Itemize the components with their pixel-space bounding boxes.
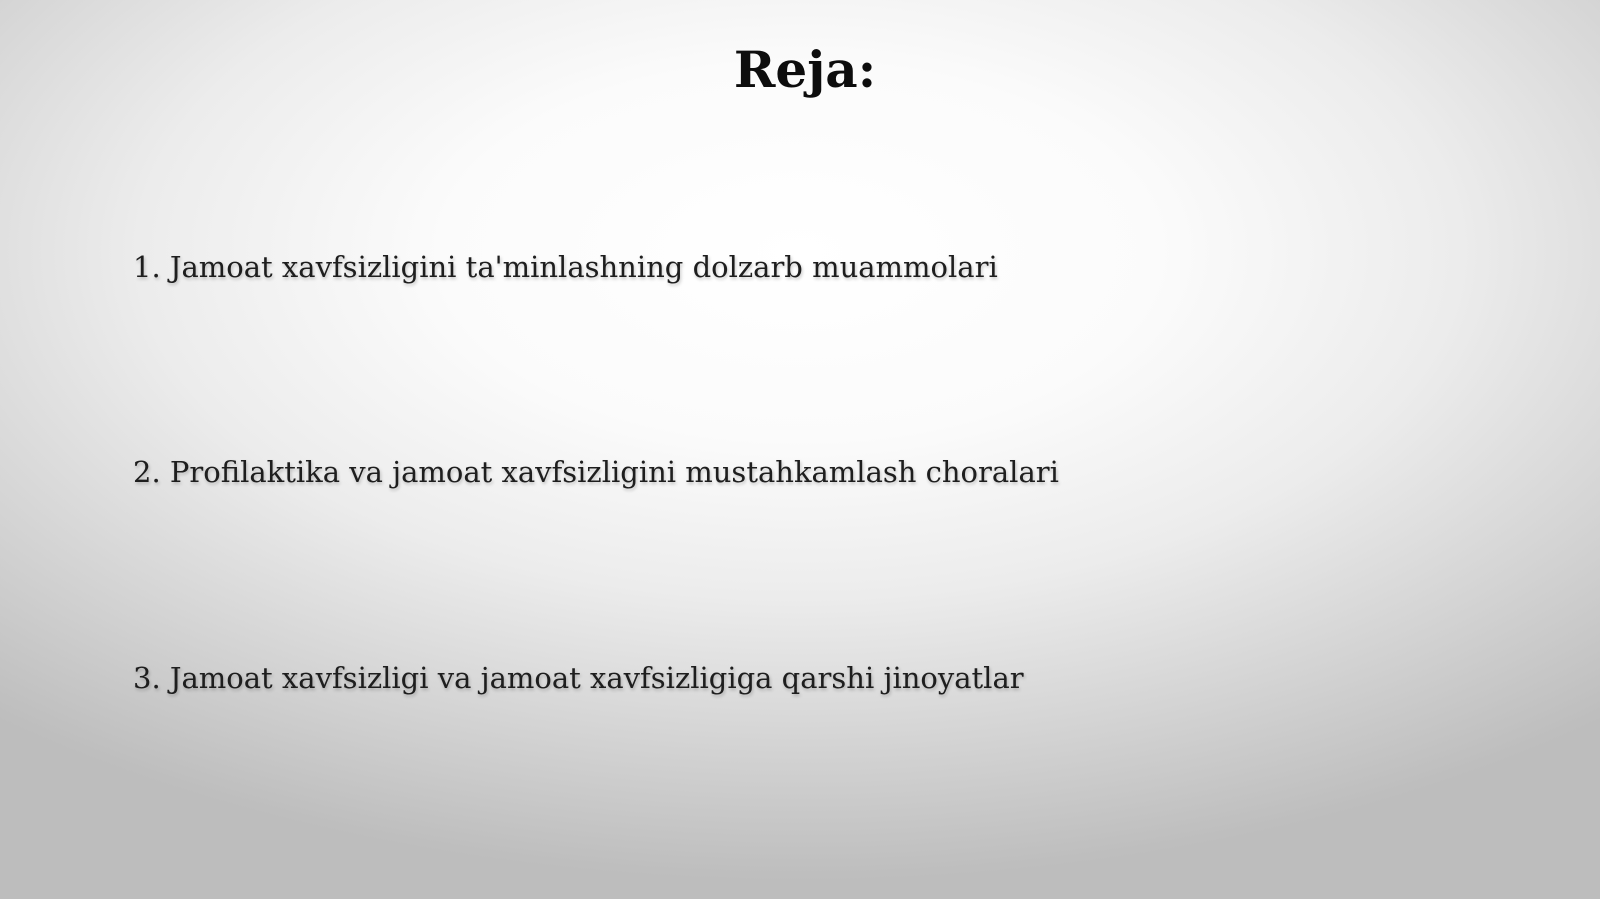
plan-item-1: 1. Jamoat xavfsizligini ta'minlashning dolzarb muammolari — [133, 250, 998, 284]
slide-title: Reja: — [733, 40, 877, 99]
plan-item-3: 3. Jamoat xavfsizligi va jamoat xavfsizligiga qarshi jinoyatlar — [133, 661, 1024, 695]
plan-item-2: 2. Profilaktika va jamoat xavfsizligini mustahkamlash choralari — [133, 455, 1059, 489]
